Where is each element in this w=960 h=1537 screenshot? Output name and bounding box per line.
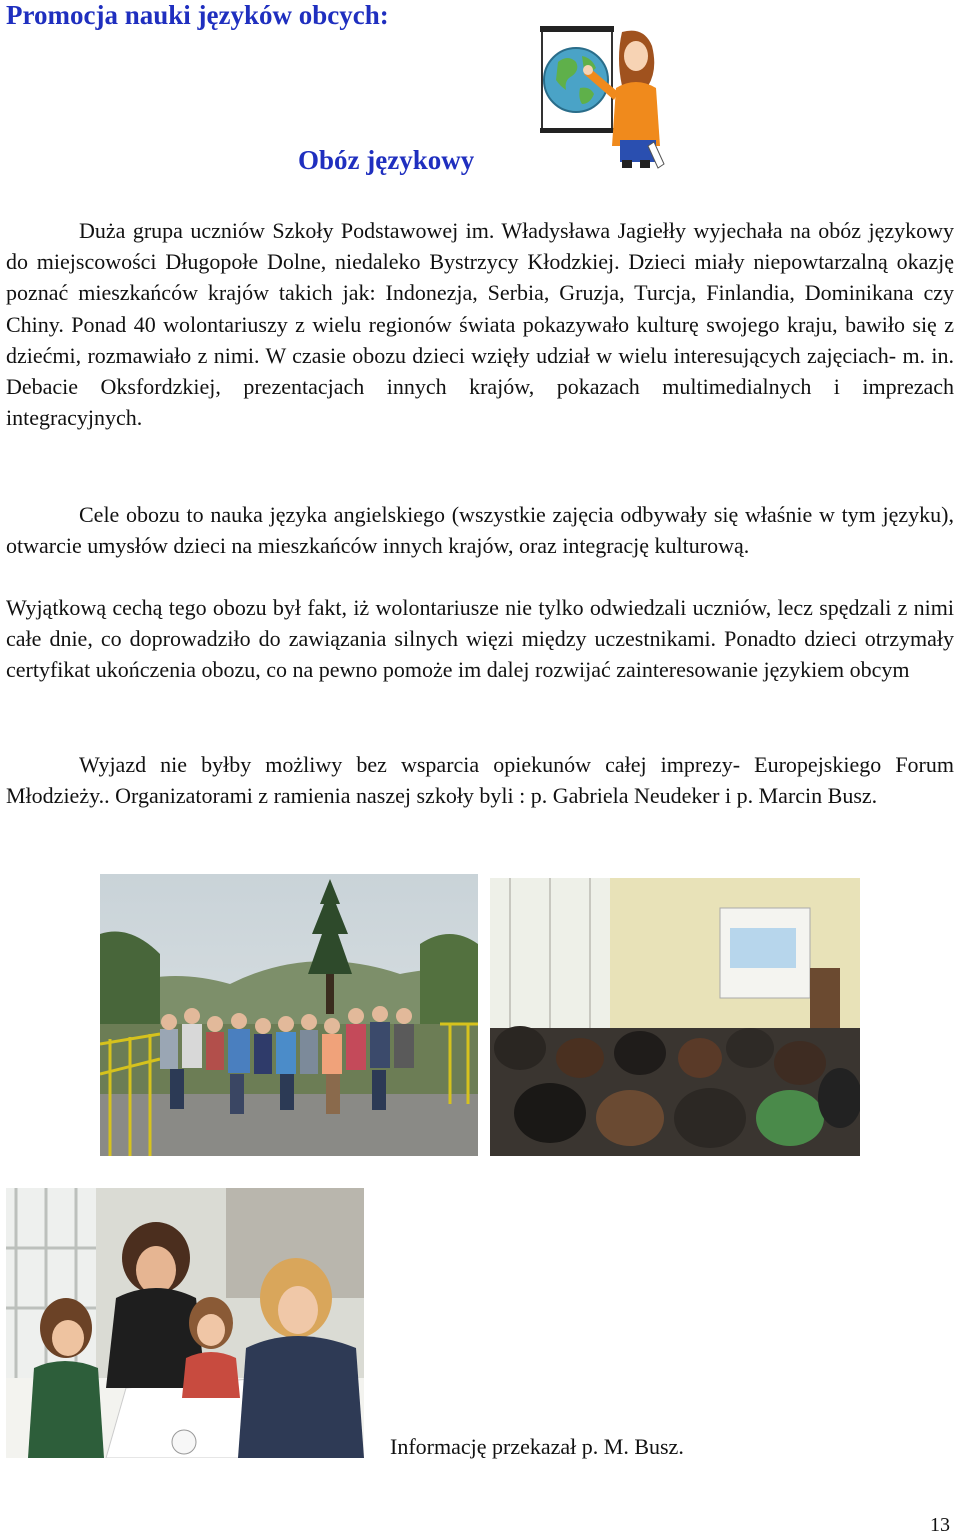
classroom-presentation-photo (490, 878, 860, 1156)
girls-at-table-photo (6, 1188, 364, 1458)
section-title: Obóz językowy (298, 145, 475, 175)
article-paragraph: Wyjazd nie byłby możliwy bez wsparcia opiekunów całej imprezy- Europejskiego Forum Młodzieży.. Organizatorami z ramienia naszej szkoły byli : p. Gabriela Neudeker i p. Marcin Busz. (6, 752, 954, 809)
article-paragraph: Duża grupa uczniów Szkoły Podstawowej im. Władysława Jagiełły wyjechała na obóz językowy do miejscowości Długopołe Dolne, niedaleko Bystrzycy Kłodzkiej. Dzieci miały niepowtarzalną okazję poznać mieszkańców krajów takich jak: Indonezja, Serbia, Gruzja, Turcja, Finlandia, Dominikana czy Chiny. Ponad 40 wolontariuszy z wielu regionów świata pokazywało kulturę swojego kraju, bawiło się z dziećmi, rozmawiało z nimi. W czasie obozu dzieci wzięły udział w wielu interesujących zajęciach- m. in. Debacie Oksfordzkiej, prezentacjach innych krajów, pokazach multimedialnych i imprezach integracyjnych. (6, 218, 954, 431)
page-title: Promocja nauki języków obcych: (6, 0, 389, 30)
page-number: 13 (930, 1514, 950, 1536)
article-paragraph: Wyjątkową cechą tego obozu był fakt, iż wolontariusze nie tylko odwiedzali uczniów, lecz spędzali z nimi całe dnie, co doprowadziło do zawiązania silnych więzi między uczestnikami. Ponadto dzieci otrzymały certyfikat ukończenia obozu, co na pewno pomoże im dalej rozwijać zainteresowanie językiem obcym (6, 595, 954, 683)
article-paragraph: Cele obozu to nauka języka angielskiego (wszystkie zajęcia odbywały się właśnie w tym języku), otwarcie umysłów dzieci na mieszkańców innych krajów, oraz integrację kulturową. (6, 502, 954, 559)
teacher-globe-clipart (536, 22, 666, 172)
group-outdoor-photo (100, 874, 478, 1156)
author-note: Informację przekazał p. M. Busz. (390, 1434, 684, 1459)
